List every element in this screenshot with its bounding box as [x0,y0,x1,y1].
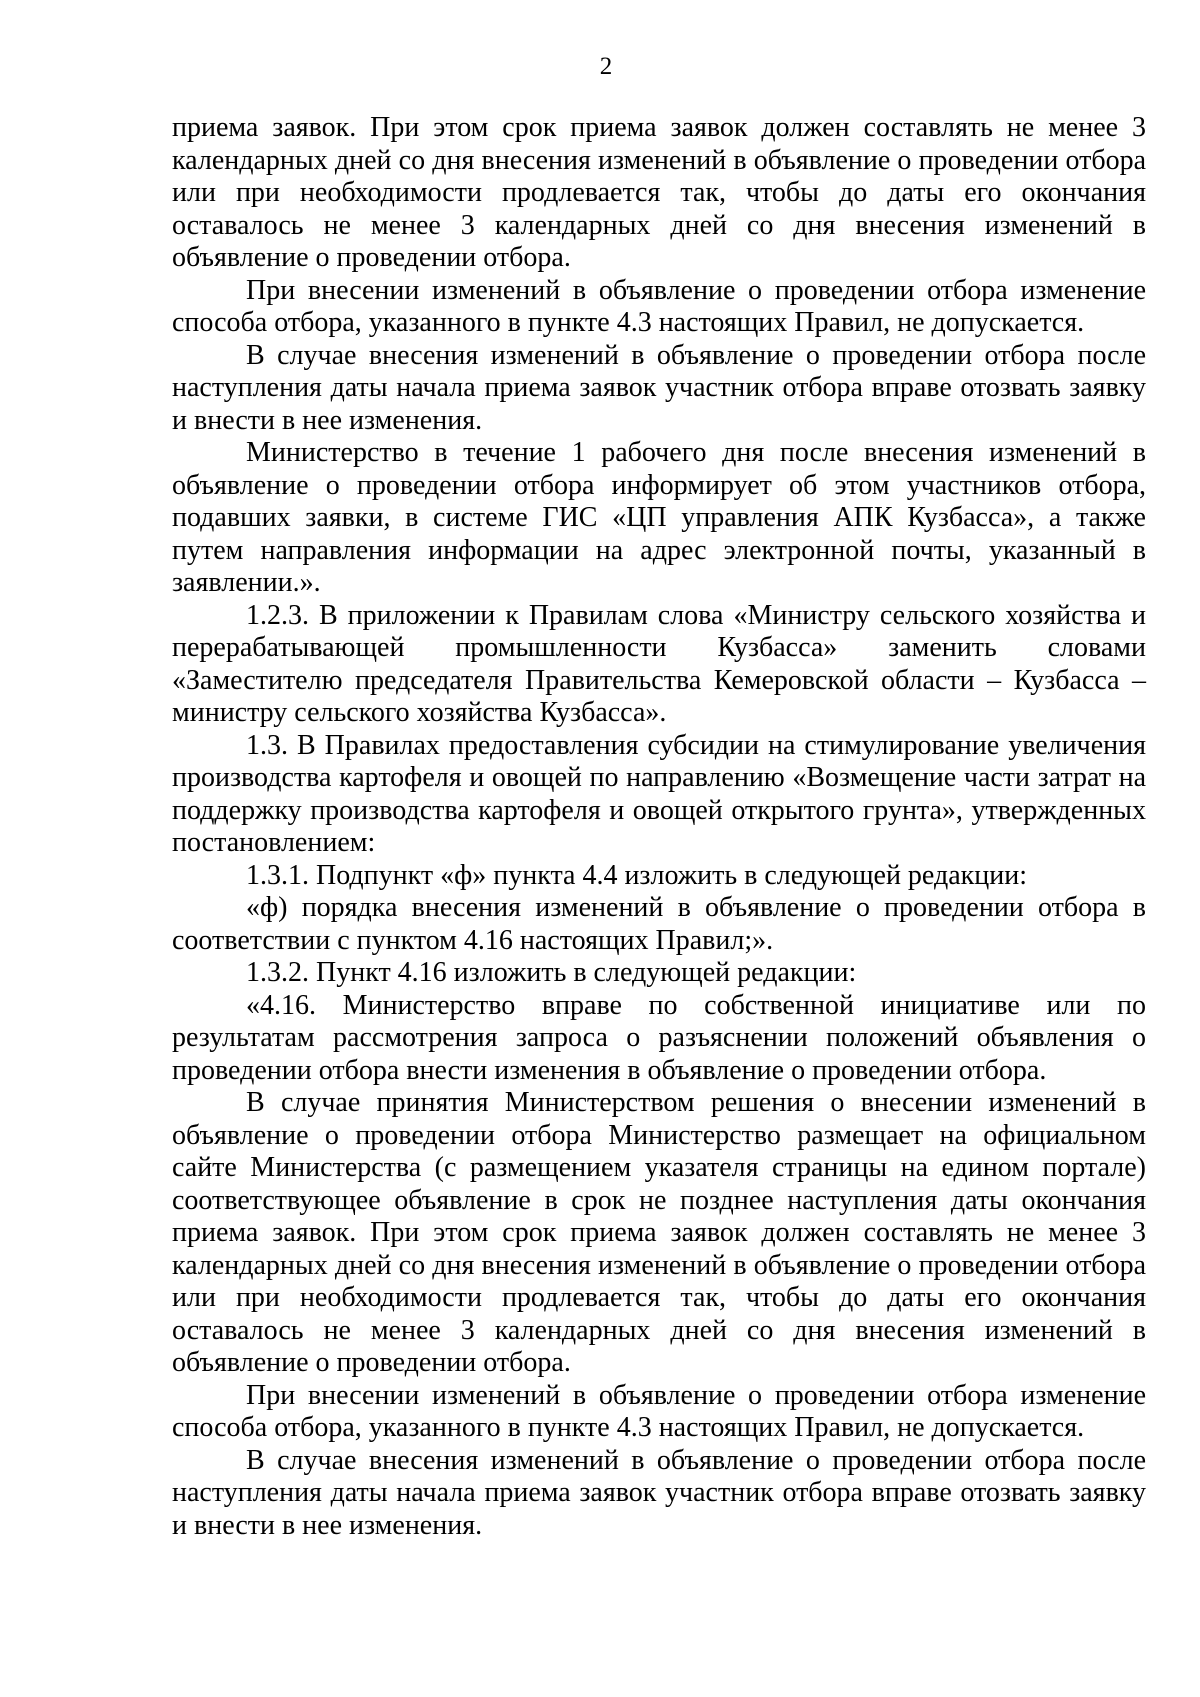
paragraph-quote-f: «ф) порядка внесения изменений в объявление о проведении отбора в соответствии с пунктом 4.16 настоящих Правил;». [172,892,1146,956]
paragraph-item-1-3-1: 1.3.1. Подпункт «ф» пункта 4.4 изложить в следующей редакции: [246,859,1027,891]
paragraph-quote-4-16: «4.16. Министерство вправе по собственной инициативе или по результатам рассмотрения запроса о разъяснении положений объявления о проведении отбора внести изменения в объявление о проведении отбора. [172,989,1146,1086]
paragraph: В случае принятия Министерством решения о внесении изменений в объявление о проведении отбора Министерство размещает на официальном сайте Министерства (с размещением указателя страницы на едином портале) соответствующее объявление в срок не позднее наступления даты окончания приема заявок. При этом срок приема заявок должен составлять не менее 3 календарных дней со дня внесения изменений в объявление о проведении отбора или при необходимости продлевается так, чтобы до даты его окончания оставалось не менее 3 календарных дней со дня внесения изменений в объявление о проведении отбора. [172,1087,1146,1378]
paragraph: В случае внесения изменений в объявление о проведении отбора после наступления даты начала приема заявок участник отбора вправе отозвать заявку и внести в нее изменения. [172,1444,1146,1541]
paragraph-item-1-3-2: 1.3.2. Пункт 4.16 изложить в следующей редакции: [246,957,857,988]
paragraph: В случае внесения изменений в объявление о проведении отбора после наступления даты начала приема заявок участник отбора вправе отозвать заявку и внести в нее изменения. [172,339,1146,436]
paragraph-continuation: приема заявок. При этом срок приема заявок должен составлять не менее 3 календарных дней со дня внесения изменений в объявление о проведении отбора или при необходимости продлевается так, чтобы до даты его окончания оставалось не менее 3 календарных дней со дня внесения изменений в объявление о проведении отбора. [172,112,1146,273]
document-body [172,112,1146,1542]
page-number: 2 [599,53,613,80]
paragraph-item-1-2-3: 1.2.3. В приложении к Правилам слова «Министру сельского хозяйства и перерабатывающей промышленности Кузбасса» заменить словами «Заместителю председателя Правительства Кемеровской области – Кузбасса – министру сельского хозяйства Кузбасса». [172,599,1146,728]
paragraph: Министерство в течение 1 рабочего дня после внесения изменений в объявление о проведении отбора информирует об этом участников отбора, подавших заявки, в системе ГИС «ЦП управления АПК Кузбасса», а также путем направления информации на адрес электронной почты, указанный в заявлении.». [172,437,1146,598]
paragraph-item-1-3: 1.3. В Правилах предоставления субсидии на стимулирование увеличения производства картофеля и овощей по направлению «Возмещение части затрат на поддержку производства картофеля и овощей открытого грунта», утвержденных постановлением: [172,729,1146,858]
paragraph: При внесении изменений в объявление о проведении отбора изменение способа отбора, указанного в пункте 4.3 настоящих Правил, не допускается. [172,1379,1146,1443]
paragraph: При внесении изменений в объявление о проведении отбора изменение способа отбора, указанного в пункте 4.3 настоящих Правил, не допускается. [172,274,1146,338]
